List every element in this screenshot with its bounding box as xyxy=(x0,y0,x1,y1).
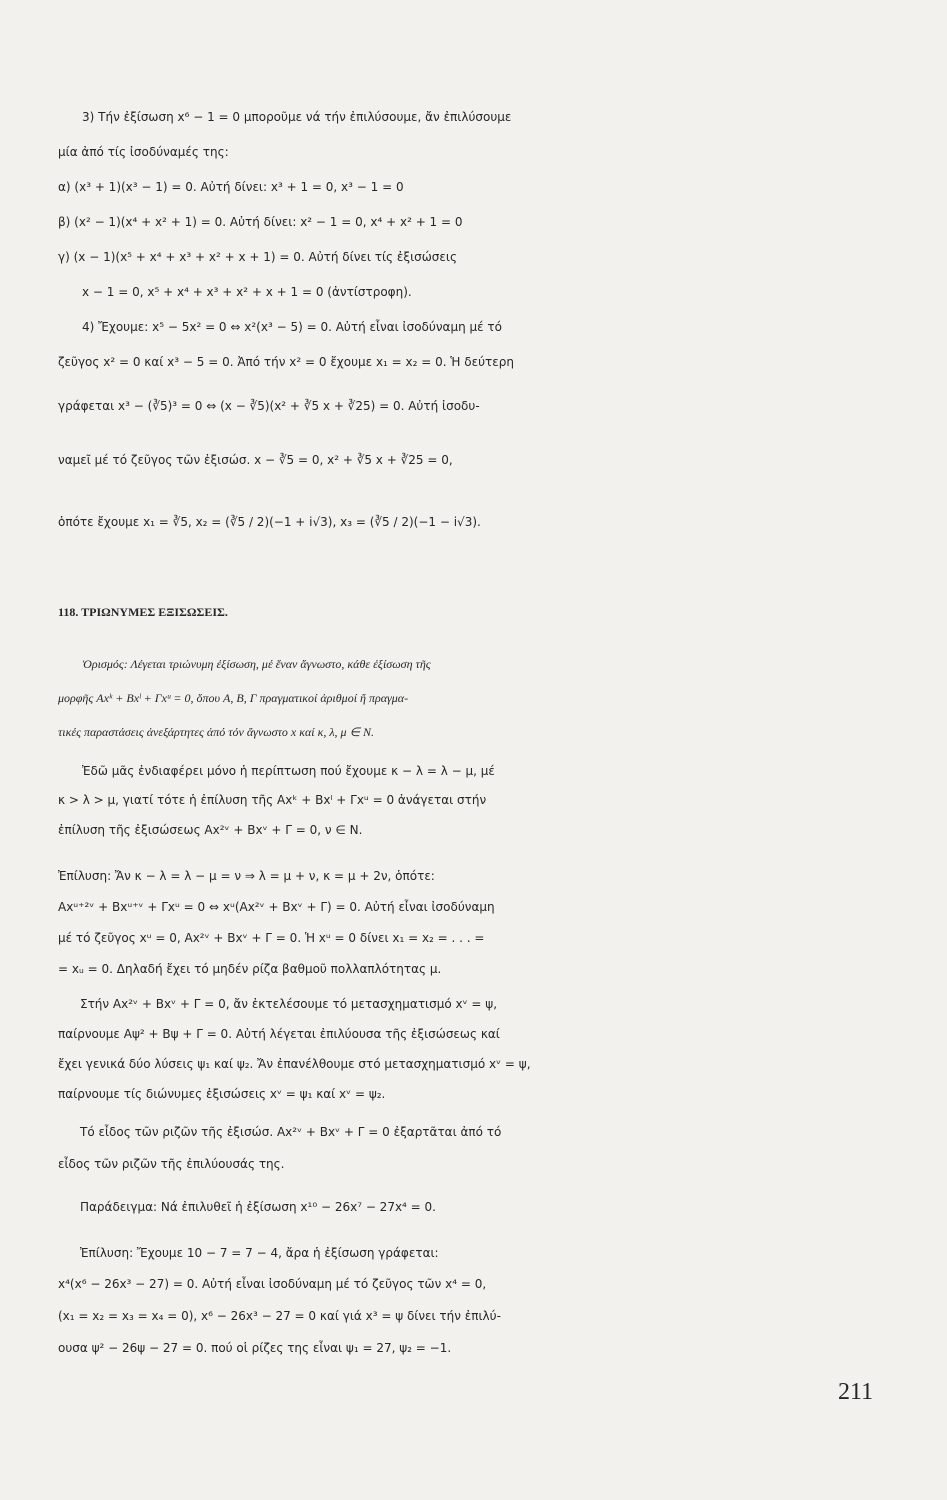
definition-line: τικές παραστάσεις ἀνεξάρτητες ἀπό τόν ἄγνωστο x καί κ, λ, μ ∈ N. xyxy=(58,725,375,739)
text-line: Axᵘ⁺²ᵛ + Bxᵘ⁺ᵛ + Γxᵘ = 0 ⇔ xᵘ(Ax²ᵛ + Bxᵛ + Γ) = 0. Αὐτή εἶναι ἰσοδύναμη xyxy=(58,900,495,914)
text-line: 3) Τήν ἐξίσωση x⁶ − 1 = 0 μποροῦμε νά τήν ἐπιλύσουμε, ἄν ἐπιλύσουμε xyxy=(82,110,512,124)
text-line: ὁπότε ἔχουμε x₁ = ∛5, x₂ = (∛5 / 2)(−1 + i√3), x₃ = (∛5 / 2)(−1 − i√3). xyxy=(58,515,481,529)
page-number: 211 xyxy=(838,1379,874,1405)
text-line: παίρνουμε τίς διώνυμες ἐξισώσεις xᵛ = ψ₁ καί xᵛ = ψ₂. xyxy=(58,1087,386,1101)
text-line: = xᵤ = 0. Δηλαδή ἔχει τό μηδέν ρίζα βαθμοῦ πολλαπλότητας μ. xyxy=(58,962,442,976)
text-line: μία ἀπό τίς ἰσοδύναμές της: xyxy=(58,145,229,159)
text-line: ἐπίλυση τῆς ἐξισώσεως Ax²ᵛ + Bxᵛ + Γ = 0, ν ∈ N. xyxy=(58,823,363,837)
text-line: ζεῦγος x² = 0 καί x³ − 5 = 0. Ἀπό τήν x² = 0 ἔχουμε x₁ = x₂ = 0. Ἡ δεύτερη xyxy=(58,355,514,369)
section-heading: 118. ΤΡΙΩΝΥΜΕΣ ΕΞΙΣΩΣΕΙΣ. xyxy=(58,605,228,619)
text-line: παίρνουμε Aψ² + Bψ + Γ = 0. Αὐτή λέγεται ἐπιλύουσα τῆς ἐξισώσεως καί xyxy=(58,1027,500,1041)
text-line: γράφεται x³ − (∛5)³ = 0 ⇔ (x − ∛5)(x² + ∛5 x + ∛25) = 0. Αὐτή ἰσοδυ- xyxy=(58,399,480,413)
text-line: κ > λ > μ, γιατί τότε ἡ ἐπίλυση τῆς Axᵏ + Bxˡ + Γxᵘ = 0 ἀνάγεται στήν xyxy=(58,793,487,807)
text-line: Τό εἶδος τῶν ριζῶν τῆς ἐξισώσ. Ax²ᵛ + Bxᵛ + Γ = 0 ἐξαρτᾶται ἀπό τό xyxy=(80,1125,502,1139)
text-line: ναμεῖ μέ τό ζεῦγος τῶν ἐξισώσ. x − ∛5 = 0, x² + ∛5 x + ∛25 = 0, xyxy=(58,453,453,467)
text-line: ουσα ψ² − 26ψ − 27 = 0. πού οἱ ρίζες της εἶναι ψ₁ = 27, ψ₂ = −1. xyxy=(58,1341,452,1355)
text-line: Ἐπίλυση: Ἄν κ − λ = λ − μ = ν ⇒ λ = μ + ν, κ = μ + 2ν, ὁπότε: xyxy=(58,869,435,883)
text-line: x⁴(x⁶ − 26x³ − 27) = 0. Αὐτή εἶναι ἰσοδύναμη μέ τό ζεῦγος τῶν x⁴ = 0, xyxy=(58,1277,487,1291)
text-line: μέ τό ζεῦγος xᵘ = 0, Ax²ᵛ + Bxᵛ + Γ = 0. Ἡ xᵘ = 0 δίνει x₁ = x₂ = . . . = xyxy=(58,931,485,945)
text-line: ἔχει γενικά δύο λύσεις ψ₁ καί ψ₂. Ἄν ἐπανέλθουμε στό μετασχηματισμό xᵛ = ψ, xyxy=(58,1057,531,1071)
definition-line: Ὁρισμός: Λέγεται τριώνυμη ἐξίσωση, μέ ἕναν ἄγνωστο, κάθε ἐξίσωση τῆς xyxy=(82,657,431,671)
definition-line: μορφῆς Axᵏ + Bxˡ + Γxᵘ = 0, ὅπου A, B, Γ πραγματικοί ἀριθμοί ἤ πραγμα- xyxy=(58,691,409,705)
text-line: Στήν Ax²ᵛ + Bxᵛ + Γ = 0, ἄν ἐκτελέσουμε τό μετασχηματισμό xᵛ = ψ, xyxy=(80,997,498,1011)
text-line: Παράδειγμα: Νά ἐπιλυθεῖ ἡ ἐξίσωση x¹⁰ − 26x⁷ − 27x⁴ = 0. xyxy=(80,1200,436,1214)
text-line: x − 1 = 0, x⁵ + x⁴ + x³ + x² + x + 1 = 0 (ἀντίστροφη). xyxy=(82,285,412,299)
text-line: β) (x² − 1)(x⁴ + x² + 1) = 0. Αὐτή δίνει: x² − 1 = 0, x⁴ + x² + 1 = 0 xyxy=(58,215,463,229)
text-line: γ) (x − 1)(x⁵ + x⁴ + x³ + x² + x + 1) = 0. Αὐτή δίνει τίς ἐξισώσεις xyxy=(58,250,457,264)
text-line: α) (x³ + 1)(x³ − 1) = 0. Αὐτή δίνει: x³ + 1 = 0, x³ − 1 = 0 xyxy=(58,180,404,194)
text-line: Ἐπίλυση: Ἔχουμε 10 − 7 = 7 − 4, ἄρα ἡ ἐξίσωση γράφεται: xyxy=(80,1246,439,1260)
text-line: (x₁ = x₂ = x₃ = x₄ = 0), x⁶ − 26x³ − 27 = 0 καί γιά x³ = ψ δίνει τήν ἐπιλύ- xyxy=(58,1309,501,1323)
text-line: εἶδος τῶν ριζῶν τῆς ἐπιλύουσάς της. xyxy=(58,1157,285,1171)
text-line: 4) Ἔχουμε: x⁵ − 5x² = 0 ⇔ x²(x³ − 5) = 0. Αὐτή εἶναι ἰσοδύναμη μέ τό xyxy=(82,320,502,334)
text-line: Ἐδῶ μᾶς ἐνδιαφέρει μόνο ἡ περίπτωση πού ἔχουμε κ − λ = λ − μ, μέ xyxy=(82,764,495,778)
